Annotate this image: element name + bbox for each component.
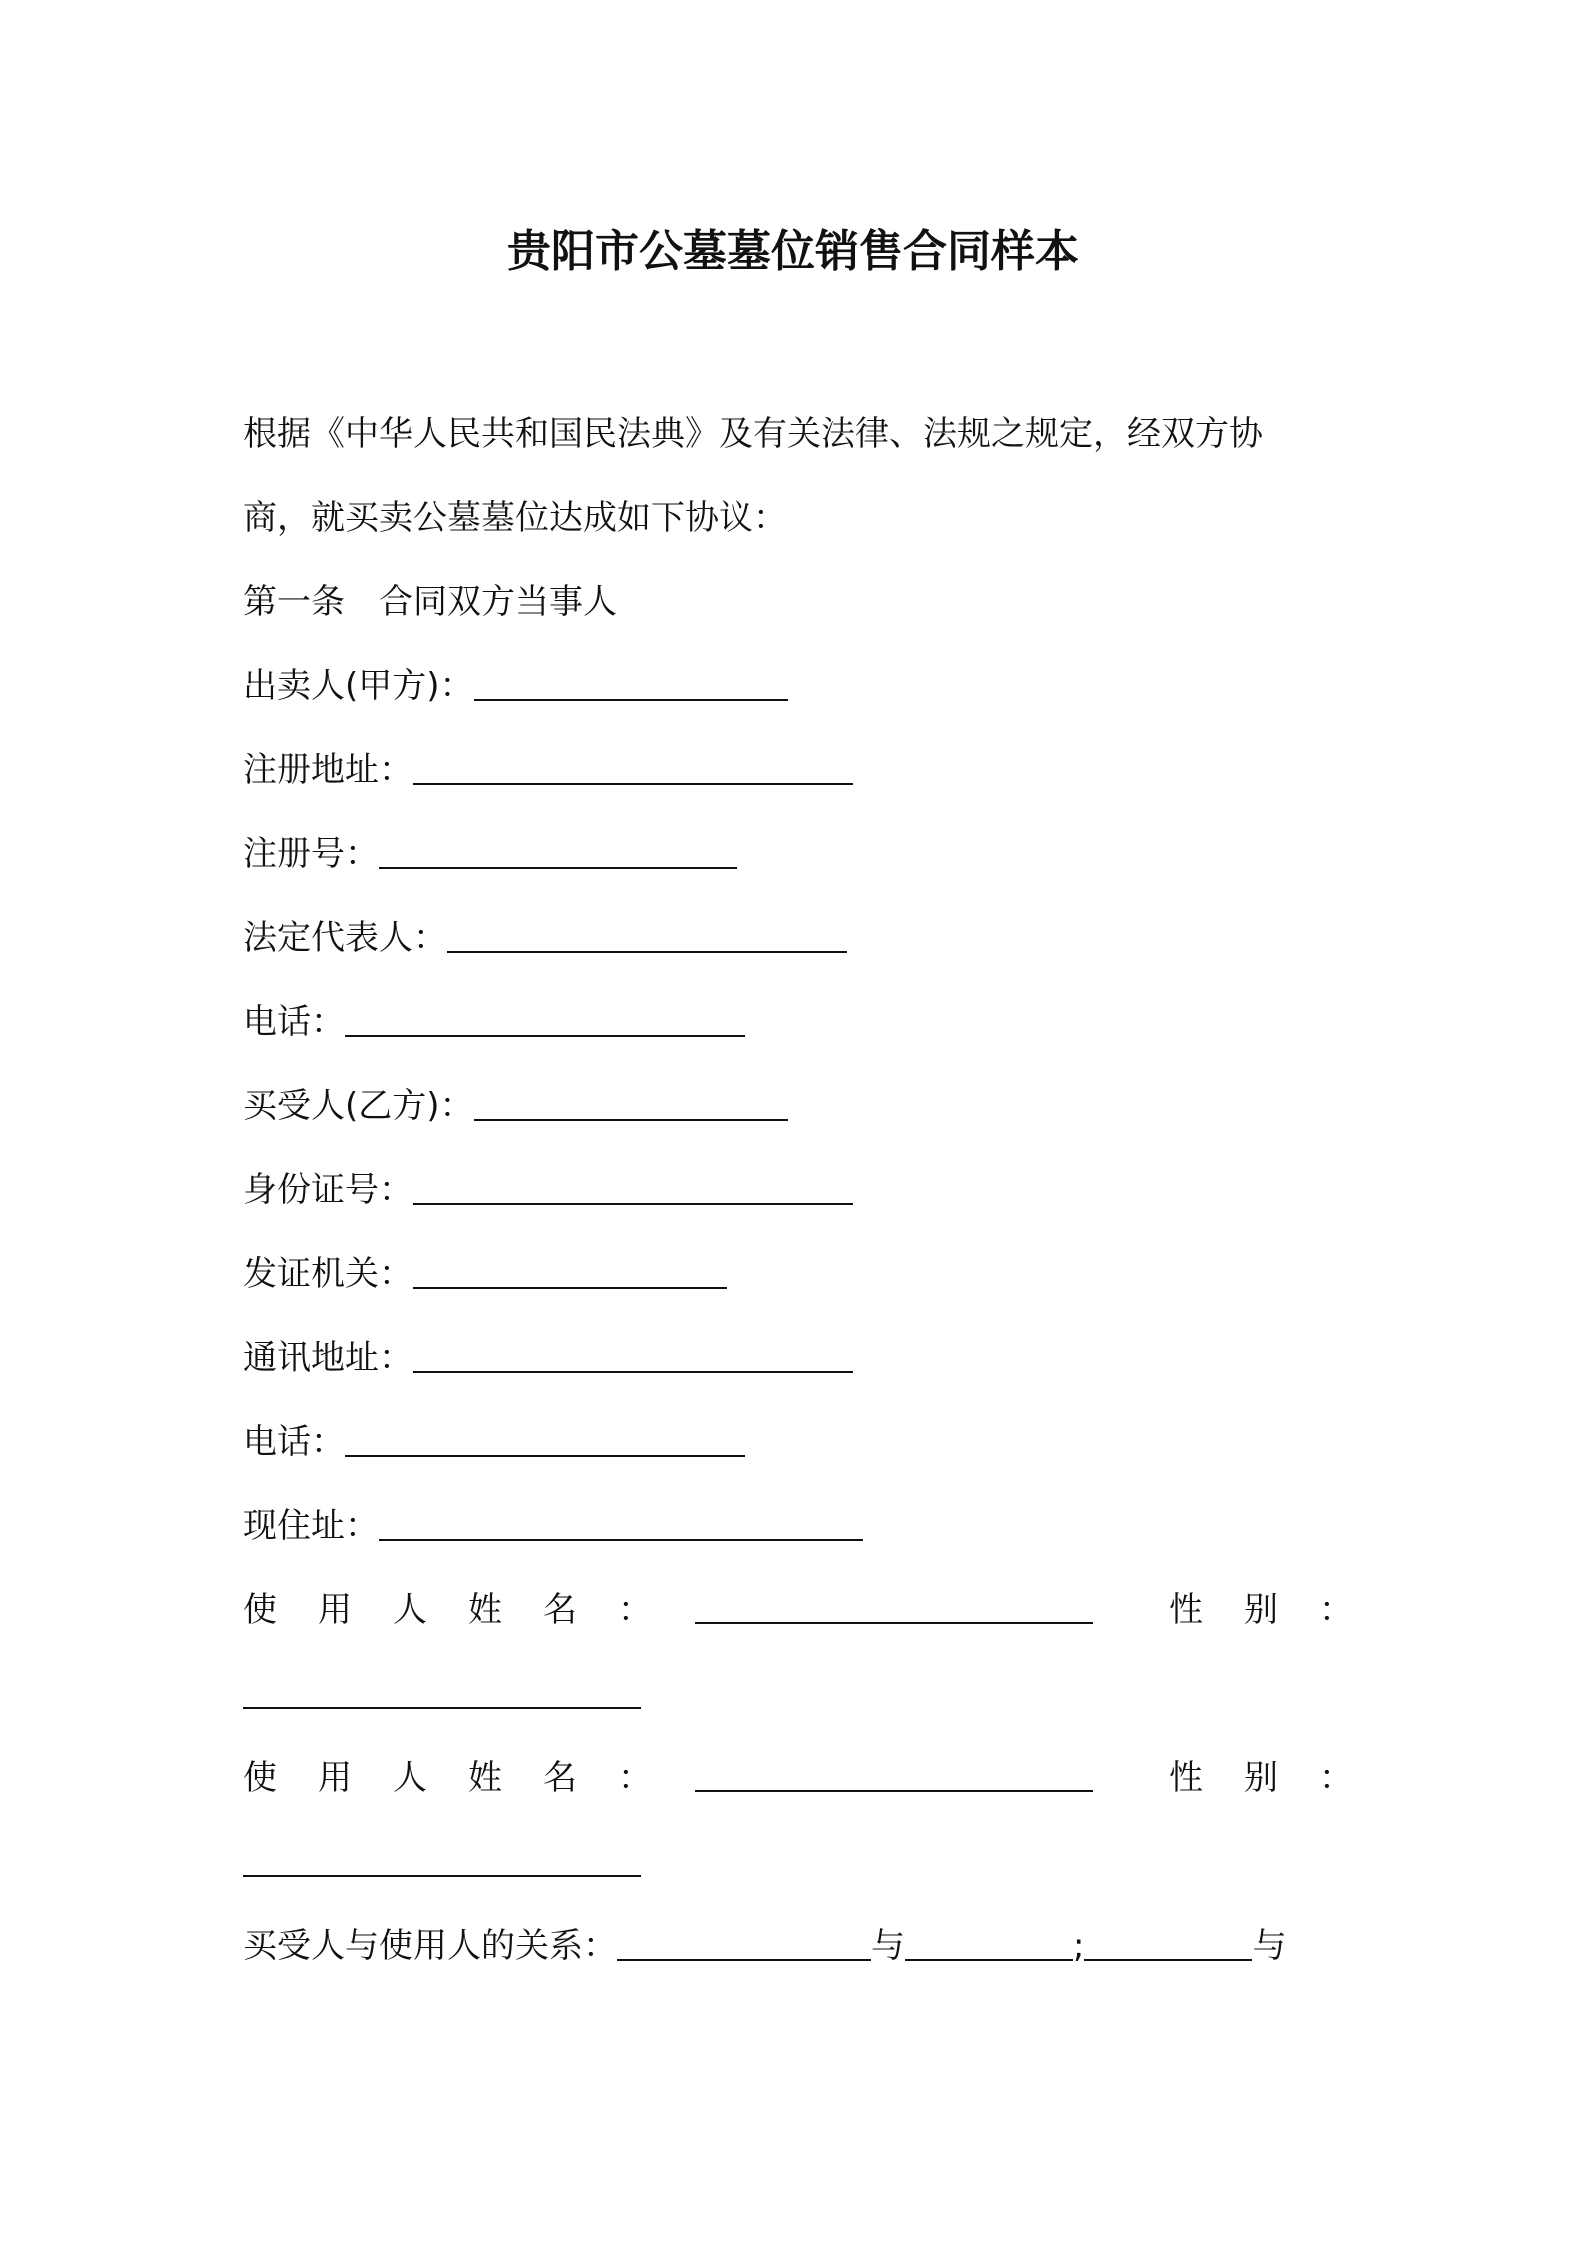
relationship-with-2: 与 <box>1252 1926 1287 1966</box>
relationship-with-1: 与 <box>871 1926 905 1966</box>
relationship-field <box>243 1924 1286 1968</box>
seller-field <box>243 664 788 708</box>
document-title: 贵阳市公墓墓位销售合同样本 <box>507 226 1079 277</box>
id-number-blank[interactable] <box>413 1173 853 1205</box>
reg-number-field <box>243 832 737 876</box>
issuing-authority-field <box>243 1252 727 1296</box>
current-address-field <box>243 1504 863 1548</box>
reg-address-blank[interactable] <box>413 753 853 785</box>
relationship-blank-3[interactable] <box>1084 1929 1252 1961</box>
relationship-label: 买受人与使用人的关系： <box>243 1926 617 1966</box>
seller-label: 出卖人(甲方)： <box>243 666 474 706</box>
reg-address-label: 注册地址： <box>243 750 413 790</box>
user-1-name-label: 使 用 人 姓 名 ： <box>243 1590 652 1630</box>
user-2-name-blank[interactable] <box>695 1760 1093 1792</box>
user-2-name-label: 使 用 人 姓 名 ： <box>243 1758 652 1798</box>
user-2-gender-label: 性 别 ： <box>1169 1758 1353 1798</box>
legal-rep-blank[interactable] <box>447 921 847 953</box>
reg-number-label: 注册号： <box>243 834 379 874</box>
id-number-label: 身份证号： <box>243 1170 413 1210</box>
intro-paragraph-line-2: 商，就买卖公墓墓位达成如下协议： <box>243 498 787 538</box>
issuing-authority-blank[interactable] <box>413 1257 727 1289</box>
buyer-label: 买受人(乙方)： <box>243 1086 474 1126</box>
reg-address-field <box>243 748 853 792</box>
buyer-field <box>243 1084 788 1128</box>
legal-rep-label: 法定代表人： <box>243 918 447 958</box>
seller-phone-field <box>243 1000 745 1044</box>
user-1-gender-field <box>243 1672 641 1716</box>
issuing-authority-label: 发证机关： <box>243 1254 413 1294</box>
user-1-gender-blank[interactable] <box>243 1677 641 1709</box>
user-1-name-gender-line <box>243 1588 1353 1632</box>
intro-paragraph-line-1: 根据《中华人民共和国民法典》及有关法律、法规之规定，经双方协 <box>243 414 1263 454</box>
user-2-gender-blank[interactable] <box>243 1845 641 1877</box>
user-2-gender-field <box>243 1840 641 1884</box>
buyer-phone-blank[interactable] <box>345 1425 745 1457</box>
seller-blank[interactable] <box>474 669 788 701</box>
seller-phone-label: 电话： <box>243 1002 345 1042</box>
user-2-name-gender-line <box>243 1756 1353 1800</box>
article-1-heading: 第一条 合同双方当事人 <box>243 582 617 622</box>
seller-phone-blank[interactable] <box>345 1005 745 1037</box>
user-1-name-blank[interactable] <box>695 1592 1093 1624</box>
buyer-phone-field <box>243 1420 745 1464</box>
legal-rep-field <box>243 916 847 960</box>
current-address-blank[interactable] <box>379 1509 863 1541</box>
mail-address-field <box>243 1336 853 1380</box>
relationship-blank-1[interactable] <box>617 1929 871 1961</box>
user-1-gender-label: 性 别 ： <box>1169 1590 1353 1630</box>
current-address-label: 现住址： <box>243 1506 379 1546</box>
mail-address-label: 通讯地址： <box>243 1338 413 1378</box>
id-number-field <box>243 1168 853 1212</box>
buyer-blank[interactable] <box>474 1089 788 1121</box>
reg-number-blank[interactable] <box>379 837 737 869</box>
relationship-separator: ; <box>1073 1926 1085 1966</box>
mail-address-blank[interactable] <box>413 1341 853 1373</box>
relationship-blank-2[interactable] <box>905 1929 1073 1961</box>
buyer-phone-label: 电话： <box>243 1422 345 1462</box>
